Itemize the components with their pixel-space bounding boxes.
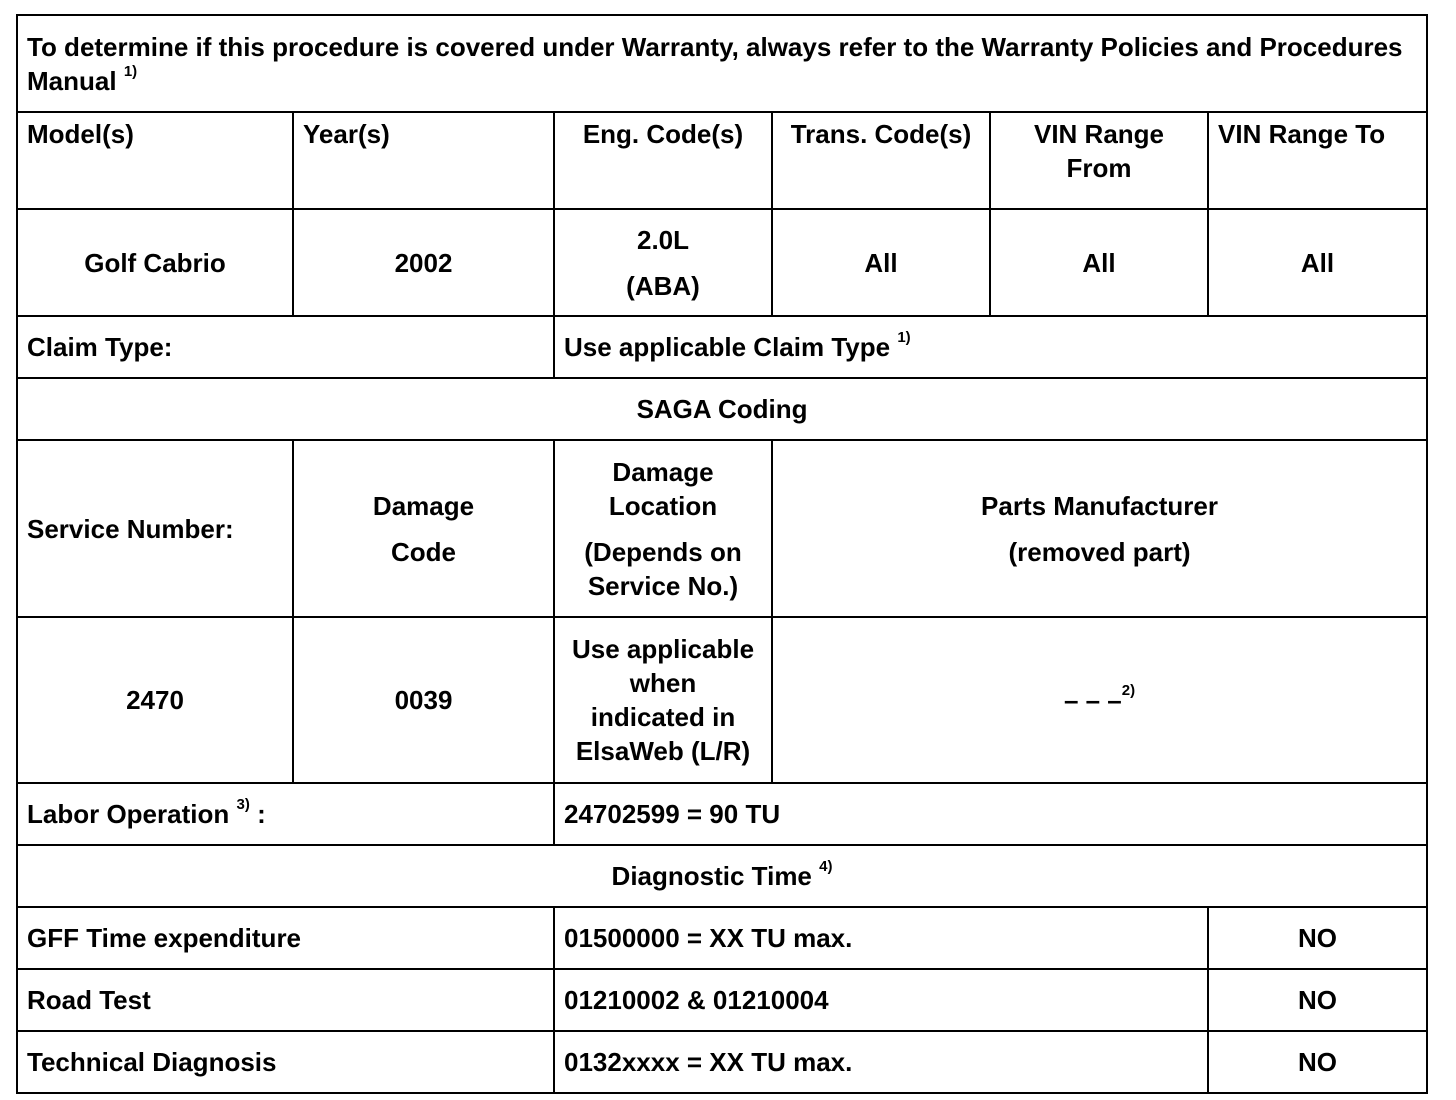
diagnostic-flag: NO xyxy=(1208,969,1427,1031)
diagnostic-label: Road Test xyxy=(17,969,554,1031)
diagnostic-time-footnote: 4) xyxy=(819,858,833,876)
claim-type-text: Use applicable Claim Type xyxy=(564,332,891,362)
labor-operation-value: 24702599 = 90 TU xyxy=(554,783,1427,845)
labor-operation-footnote: 3) xyxy=(236,796,250,814)
diagnostic-row xyxy=(17,969,1427,1031)
damage-code-header-line1: Damage xyxy=(372,490,475,521)
vin-range-from-line2: From xyxy=(1066,153,1132,183)
year-value: 2002 xyxy=(293,209,554,316)
damage-code-header xyxy=(293,440,554,617)
claim-type-value xyxy=(554,316,1427,378)
claim-type-label: Claim Type: xyxy=(17,316,554,378)
damage-code-value: 0039 xyxy=(293,617,554,783)
diagnostic-label: Technical Diagnosis xyxy=(17,1031,554,1093)
trans-code-value: All xyxy=(772,209,990,316)
trans-codes-header: Trans. Code(s) xyxy=(772,112,990,209)
diagnostic-label: GFF Time expenditure xyxy=(17,907,554,969)
vehicle-header-row xyxy=(17,112,1427,209)
saga-title-row xyxy=(17,378,1427,440)
service-number-value: 2470 xyxy=(17,617,293,783)
damage-location-value-line1: Use applicable xyxy=(571,634,755,664)
diagnostic-time-title xyxy=(17,845,1427,907)
damage-location-line3: (Depends on xyxy=(584,536,742,567)
eng-code-value xyxy=(554,209,772,316)
diagnostic-code: 0132xxxx = XX TU max. xyxy=(554,1031,1208,1093)
parts-manufacturer-footnote: 2) xyxy=(1121,682,1136,700)
vin-range-to-header: VIN Range To xyxy=(1208,112,1427,209)
vin-from-value: All xyxy=(990,209,1208,316)
diagnostic-time-text: Diagnostic Time xyxy=(611,861,812,891)
eng-codes-header: Eng. Code(s) xyxy=(554,112,772,209)
parts-manufacturer-value xyxy=(772,617,1427,783)
claim-type-footnote: 1) xyxy=(897,329,911,347)
damage-location-line1: Damage xyxy=(612,456,714,487)
parts-manufacturer-header xyxy=(772,440,1427,617)
saga-header-row xyxy=(17,440,1427,617)
years-header: Year(s) xyxy=(293,112,554,209)
warranty-banner-footnote: 1) xyxy=(123,62,138,80)
labor-operation-label-text: Labor Operation xyxy=(27,799,230,829)
warranty-banner-text: To determine if this procedure is covered under Warranty, always refer to the Warranty Policies and Procedures Manual xyxy=(27,31,1403,96)
service-number-header: Service Number: xyxy=(17,440,293,617)
diagnostic-code: 01500000 = XX TU max. xyxy=(554,907,1208,969)
diagnostic-flag: NO xyxy=(1208,1031,1427,1093)
damage-location-line4: Service No.) xyxy=(587,570,739,601)
warranty-banner xyxy=(17,15,1427,112)
diagnostic-flag: NO xyxy=(1208,907,1427,969)
damage-location-value-line3: indicated in xyxy=(590,702,736,732)
warranty-banner-row xyxy=(17,15,1427,112)
diagnostic-row xyxy=(17,1031,1427,1093)
vehicle-data-row xyxy=(17,209,1427,316)
claim-type-row xyxy=(17,316,1427,378)
labor-operation-colon: : xyxy=(257,799,266,829)
eng-code-line2: (ABA) xyxy=(626,270,700,301)
saga-coding-title: SAGA Coding xyxy=(17,378,1427,440)
model-value: Golf Cabrio xyxy=(17,209,293,316)
saga-data-row xyxy=(17,617,1427,783)
vin-range-from-line1: VIN Range xyxy=(1033,119,1165,149)
diagnostic-code: 01210002 & 01210004 xyxy=(554,969,1208,1031)
vin-to-value: All xyxy=(1208,209,1427,316)
damage-location-header xyxy=(554,440,772,617)
models-header: Model(s) xyxy=(17,112,293,209)
vin-range-from-header xyxy=(990,112,1208,209)
damage-location-line2: Location xyxy=(608,490,718,521)
labor-operation-label xyxy=(17,783,554,845)
warranty-coding-table xyxy=(16,14,1428,1094)
parts-manufacturer-line1: Parts Manufacturer xyxy=(981,490,1218,521)
damage-code-header-line2: Code xyxy=(391,536,456,567)
damage-location-value-line4: ElsaWeb (L/R) xyxy=(575,736,751,766)
damage-location-value xyxy=(554,617,772,783)
eng-code-line1: 2.0L xyxy=(636,224,690,255)
labor-operation-row xyxy=(17,783,1427,845)
parts-manufacturer-line2: (removed part) xyxy=(1008,536,1191,567)
parts-manufacturer-dashes: – – – xyxy=(1063,685,1122,715)
diagnostic-title-row xyxy=(17,845,1427,907)
damage-location-value-line2: when xyxy=(629,668,697,698)
diagnostic-row xyxy=(17,907,1427,969)
